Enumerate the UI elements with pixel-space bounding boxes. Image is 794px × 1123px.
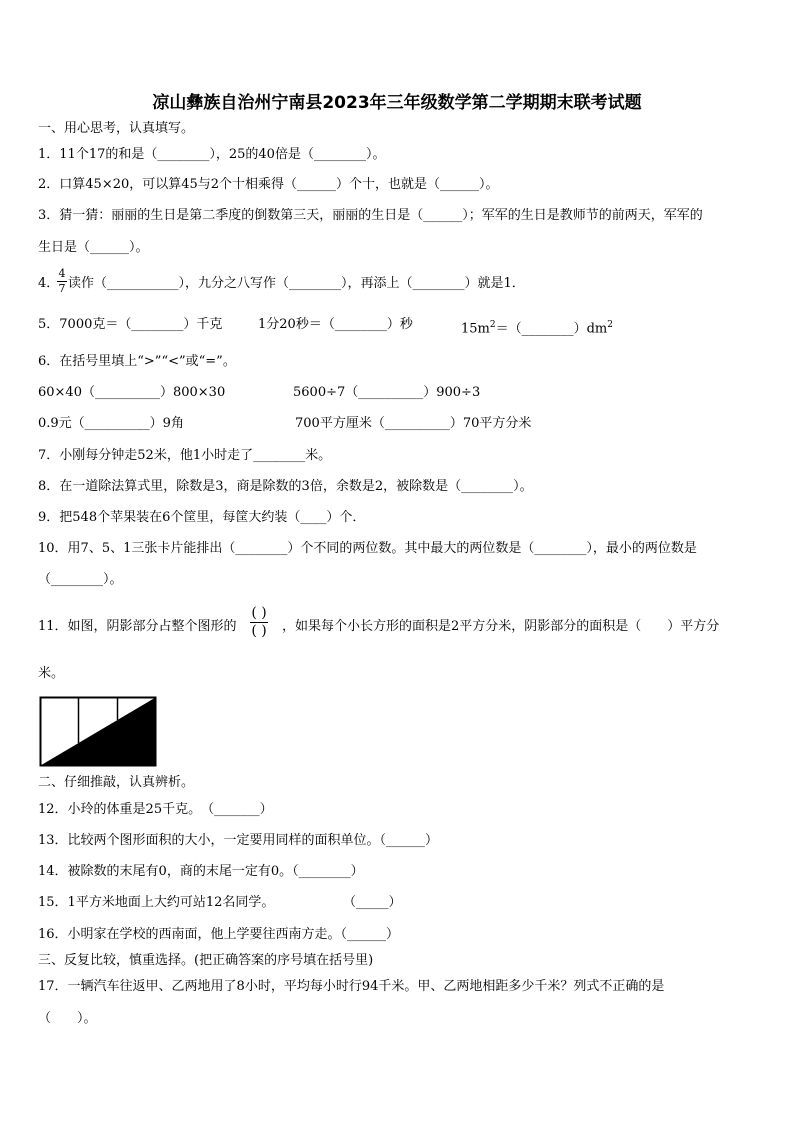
- q5-unit-b: ＝（________）dm: [495, 321, 608, 337]
- question-15-blank: （_____）: [343, 895, 402, 910]
- question-13: 13．比较两个图形面积的大小，一定要用同样的面积单位。（______）: [38, 833, 439, 848]
- question-3-line-2: 生日是（______）。: [38, 240, 149, 255]
- blank-numerator: ( ): [251, 605, 267, 621]
- question-11-line-2: 米。: [38, 666, 65, 681]
- blank-denominator: ( ): [251, 623, 267, 639]
- question-6-b: 5600÷7（__________）900÷3: [293, 385, 481, 400]
- question-14: 14．被除数的末尾有0，商的末尾一定有0。（________）: [38, 864, 364, 879]
- question-6-a: 60×40（__________）800×30: [38, 385, 226, 400]
- question-11-prefix: 11．如图，阴影部分占整个图形的: [38, 619, 237, 634]
- question-3-line-1: 3．猜一猜：丽丽的生日是第二季度的倒数第三天，丽丽的生日是（______）；军军的生日是教师节的前两天，军军的: [38, 208, 703, 223]
- question-10-line-2: （________）。: [38, 572, 123, 587]
- question-6-c: 0.9元（__________）9角: [38, 416, 184, 431]
- question-1: 1．11个17的和是（________），25的40倍是（________）。: [38, 147, 386, 162]
- question-4-number: 4．: [38, 276, 60, 291]
- page-title: 凉山彝族自治州宁南县2023年三年级数学第二学期期末联考试题: [152, 93, 642, 113]
- q5-sup-b: 2: [607, 320, 613, 330]
- question-5-part-1: 5．7000克＝（________）千克: [38, 317, 223, 332]
- question-6-d: 700平方厘米（__________）70平方分米: [295, 416, 532, 431]
- fraction-denominator: 7: [58, 282, 66, 295]
- question-2: 2．口算45×20，可以算45与2个十相乘得（______）个十，也就是（______）。: [38, 177, 499, 192]
- shaded-rectangle-figure: [38, 696, 158, 768]
- question-6: 6．在括号里填上“>”“<”或“=”。: [38, 354, 236, 369]
- question-12: 12．小玲的体重是25千克。 （_______）: [38, 802, 273, 817]
- question-5-part-3: [461, 317, 613, 337]
- question-5-part-2: 1分20秒＝（________）秒: [258, 317, 413, 332]
- question-4-text: 读作（___________），九分之八写作（________），再添上（________）就是1．: [68, 276, 525, 291]
- question-8: 8．在一道除法算式里，除数是3，商是除数的3倍，余数是2，被除数是（________）。: [38, 479, 533, 494]
- section-3-heading: 三、反复比较，慎重选择。(把正确答案的序号填在括号里): [38, 953, 374, 968]
- question-7: 7．小刚每分钟走52米，他1小时走了________米。: [38, 448, 332, 463]
- question-9: 9．把548个苹果装在6个筐里，每筐大约装（____）个．: [38, 510, 366, 525]
- question-17-line-2: （ ）。: [38, 1011, 97, 1026]
- blank-fraction: [250, 606, 268, 639]
- question-15: 15．1平方米地面上大约可站12名同学。: [38, 895, 275, 910]
- question-17-line-1: 17．一辆汽车往返甲、乙两地用了8小时，平均每小时行94千米。甲、乙两地相距多少千米？列式不正确的是: [38, 979, 665, 994]
- question-10-line-1: 10．用7、5、1三张卡片能排出（________）个不同的两位数。其中最大的两位数是（________），最小的两位数是: [38, 541, 697, 556]
- fraction-4-7: [57, 268, 67, 295]
- section-1-heading: 一、用心思考，认真填写。: [38, 121, 195, 136]
- q5-sup-a: 2: [489, 320, 496, 330]
- section-2-heading: 二、仔细推敲，认真辨析。: [38, 775, 195, 790]
- fraction-numerator: 4: [58, 267, 66, 280]
- question-11-text: ，如果每个小长方形的面积是2平方分米，阴影部分的面积是（ ）平方分: [282, 619, 720, 634]
- q5-unit-a: 15m: [461, 321, 490, 337]
- question-16: 16．小明家在学校的西南面，他上学要往西南方走。（______）: [38, 927, 400, 942]
